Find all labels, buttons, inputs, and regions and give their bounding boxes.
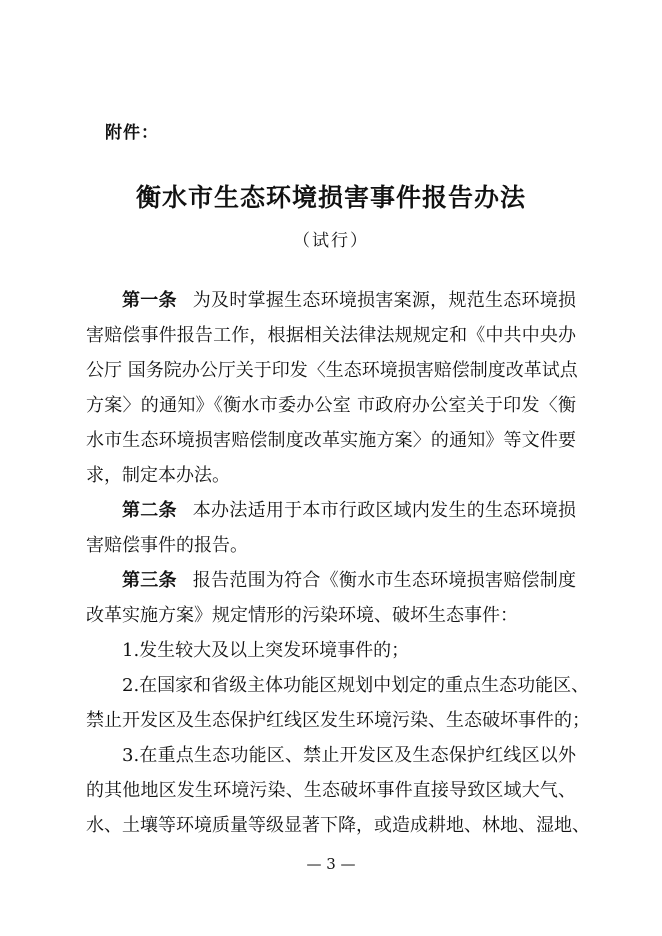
line-text: 本办法适用于本市行政区域内发生的生态环境损 bbox=[192, 500, 577, 521]
body-line: 禁止开发区及生态保护红线区发生环境污染、生态破坏事件的； bbox=[86, 710, 590, 731]
body-line: 水、土壤等环境质量等级显著下降，或造成耕地、林地、湿地、 bbox=[86, 815, 590, 836]
line-text: 报告范围为符合《衡水市生态环境损害赔偿制度 bbox=[192, 570, 577, 591]
body-line: 方案〉的通知》《衡水市委办公室 市政府办公室关于印发〈衡 bbox=[86, 395, 576, 416]
article-heading: 第二条 bbox=[122, 500, 177, 521]
document-subtitle: （试行） bbox=[293, 231, 369, 251]
article-heading: 第三条 bbox=[122, 570, 177, 591]
body-line: 水市生态环境损害赔偿制度改革实施方案〉的通知》等文件要 bbox=[86, 430, 576, 451]
article-3-line bbox=[122, 569, 576, 593]
list-item-3: 3.在重点生态功能区、禁止开发区及生态保护红线区以外 bbox=[122, 745, 576, 766]
body-line: 害赔偿事件的报告。 bbox=[86, 535, 248, 556]
article-1-line bbox=[122, 289, 576, 313]
list-item-2: 2.在国家和省级主体功能区规划中划定的重点生态功能区、 bbox=[122, 675, 590, 696]
article-heading: 第一条 bbox=[122, 290, 177, 311]
list-item-1: 1.发生较大及以上突发环境事件的； bbox=[122, 640, 410, 661]
body-line: 的其他地区发生环境污染、生态破坏事件直接导致区域大气、 bbox=[86, 780, 576, 801]
body-line: 公厅 国务院办公厅关于印发〈生态环境损害赔偿制度改革试点 bbox=[86, 360, 578, 381]
body-line: 求，制定本办法。 bbox=[86, 465, 230, 486]
attachment-label: 附件： bbox=[105, 123, 159, 143]
document-title: 衡水市生态环境损害事件报告办法 bbox=[135, 183, 526, 212]
page-number: — 3 — bbox=[306, 855, 356, 873]
line-text: 为及时掌握生态环境损害案源，规范生态环境损 bbox=[192, 290, 577, 311]
body-line: 改革实施方案》规定情形的污染环境、破坏生态事件： bbox=[86, 605, 518, 626]
article-2-line bbox=[122, 499, 576, 523]
body-line: 害赔偿事件报告工作，根据相关法律法规规定和《中共中央办 bbox=[86, 325, 576, 346]
